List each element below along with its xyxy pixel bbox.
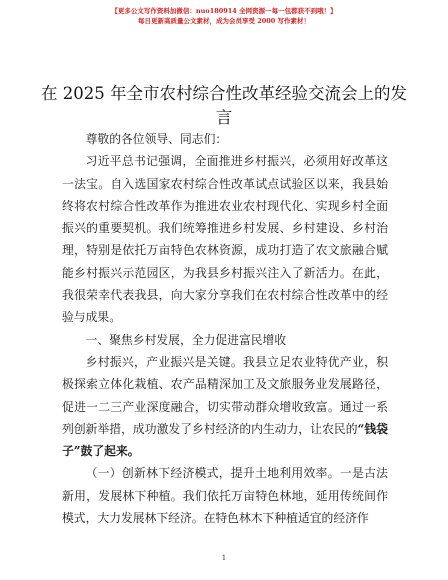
paragraph-2-text: 乡村振兴，产业振兴是关键。我县立足农业特优产业，积极探索立体化栽植、农产品精深加工及文旅服务业发展路径，促进一二三产业深度融合，切实带动群众增收致富。通过一系列创新举措，成功激发了乡村经济的内生动力，让农民的: [62, 354, 388, 436]
paragraph-1: 习近平总书记强调，全面推进乡村振兴，必须用好改革这一法宝。自入选国家农村综合性改革试点试验区以来，我县始终将农村综合性改革作为推进农业农村现代化、实现乡村全面振兴的重要契机。我们统筹推进乡村发展、乡村建设、乡村治理，特别是依托万亩特色农林资源，成功打造了农文旅融合赋能乡村振兴示范园区，为我县乡村振兴注入了新活力。在此，我很荣幸代表我县，向大家分享我们在农村综合性改革中的经验与成果。: [62, 154, 388, 325]
header-notice-line-2: 每日更新高质量公文素材，成为会员享受 2000 写作素材！: [137, 17, 311, 25]
section-heading-1: 一、聚焦乡村发展，全力促进富民增收: [85, 332, 287, 347]
paragraph-2-emphasis: “钱袋子”鼓了起来。: [62, 421, 388, 459]
header-notice: [0, 6, 448, 26]
paragraph-2: [62, 351, 388, 462]
paragraph-3: [62, 462, 388, 529]
subheading-1: （一）创新林下经济模式，提升土地利用效率。: [85, 466, 340, 481]
header-notice-line-1: 【更多公文写作资料加微信：nuo180914 全网资源一每一包都获不到哦！】: [111, 7, 337, 15]
document-body: [62, 128, 388, 529]
document-title: 在 2025 年全市农村综合性改革经验交流会上的发言: [41, 84, 407, 127]
greeting: 尊敬的各位领导、同志们：: [85, 132, 228, 146]
page-number: 1: [221, 554, 227, 562]
paragraph-3-text: 一是古法新用，发展林下种植。我们依托万亩特色林地，延用传统间作模式，大力发展林下经济。在特色林木下种植适宜的经济作: [62, 466, 388, 526]
